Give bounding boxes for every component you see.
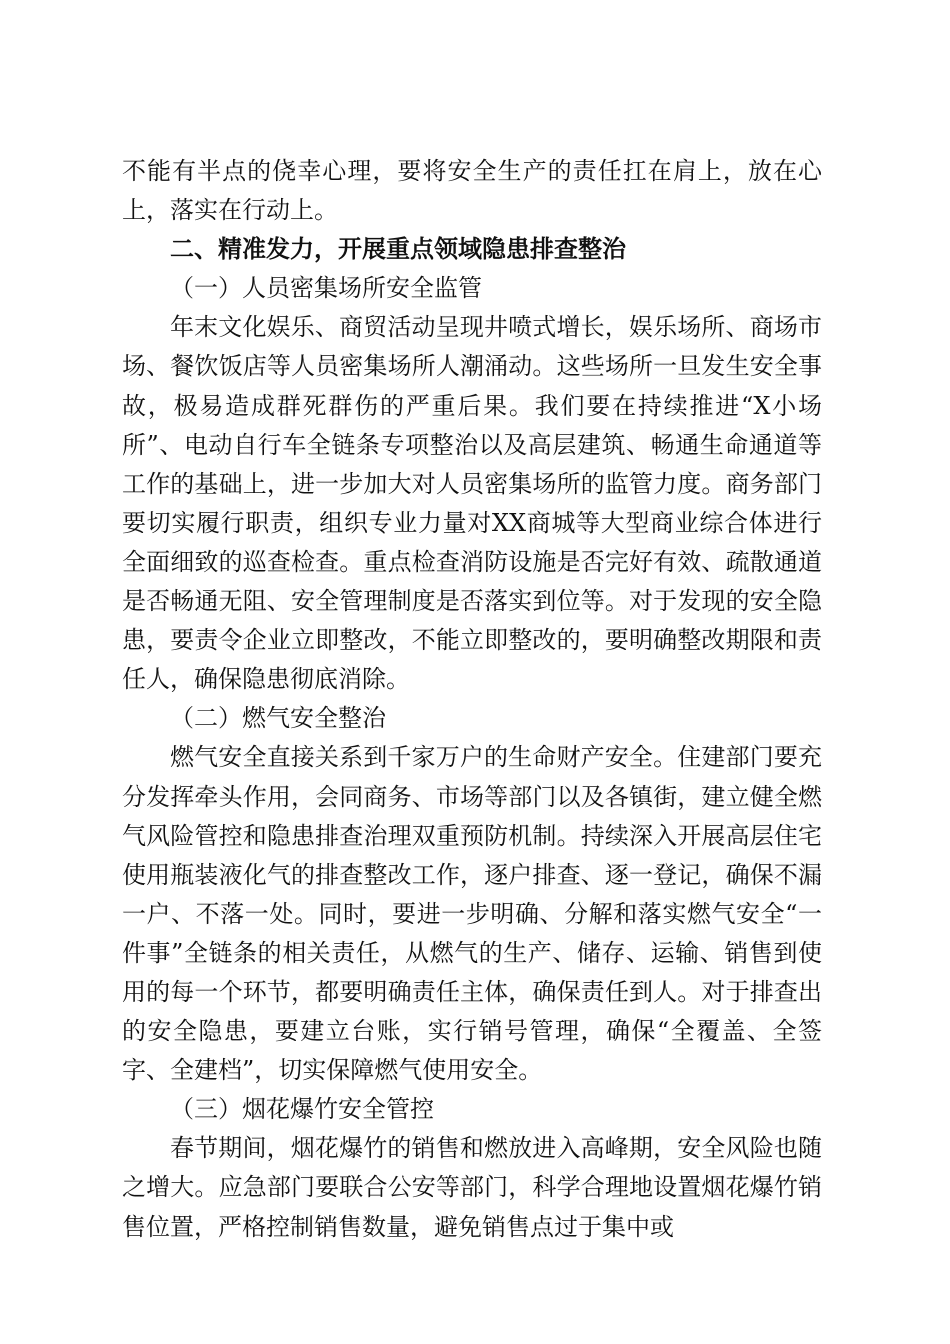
subsection-heading-fireworks: （三）烟花爆竹安全管控	[170, 1095, 434, 1124]
document-page	[122, 152, 822, 1247]
paragraph-fireworks: 春节期间，烟花爆竹的销售和燃放进入高峰期，安全风险也随之增大。应急部门要联合公安等部门，科学合理地设置烟花爆竹销售位置，严格控制销售数量，避免销售点过于集中或	[122, 1134, 822, 1241]
paragraph-gas-safety: 燃气安全直接关系到千家万户的生命财产安全。住建部门要充分发挥牵头作用，会同商务、市场等部门以及各镇街，建立健全燃气风险管控和隐患排查治理双重预防机制。持续深入开展高层住宅使用瓶装液化气的排查整改工作，逐户排查、逐一登记，确保不漏一户、不落一处。同时，要进一步明确、分解和落实燃气安全“一件事”全链条的相关责任，从燃气的生产、储存、运输、销售到使用的每一个环节，都要明确责任主体，确保责任到人。对于排查出的安全隐患，要建立台账，实行销号管理，确保“全覆盖、全签字、全建档”，切实保障燃气使用安全。	[122, 743, 822, 1085]
paragraph-crowded-places: 年末文化娱乐、商贸活动呈现井喷式增长，娱乐场所、商场市场、餐饮饭店等人员密集场所人潮涌动。这些场所一旦发生安全事故，极易造成群死群伤的严重后果。我们要在持续推进“X小场所”、电动自行车全链条专项整治以及高层建筑、畅通生命通道等工作的基础上，进一步加大对人员密集场所的监管力度。商务部门要切实履行职责，组织专业力量对XX商城等大型商业综合体进行全面细致的巡查检查。重点检查消防设施是否完好有效、疏散通道是否畅通无阻、安全管理制度是否落实到位等。对于发现的安全隐患，要责令企业立即整改，不能立即整改的，要明确整改期限和责任人，确保隐患彻底消除。	[122, 313, 822, 694]
subsection-heading-crowded-places: （一）人员密集场所安全监管	[170, 274, 482, 303]
continuation-paragraph: 不能有半点的侥幸心理，要将安全生产的责任扛在肩上，放在心上，落实在行动上。	[122, 157, 822, 225]
section-heading: 二、精准发力，开展重点领域隐患排查整治	[170, 235, 626, 264]
subsection-heading-gas-safety: （二）燃气安全整治	[170, 704, 386, 733]
